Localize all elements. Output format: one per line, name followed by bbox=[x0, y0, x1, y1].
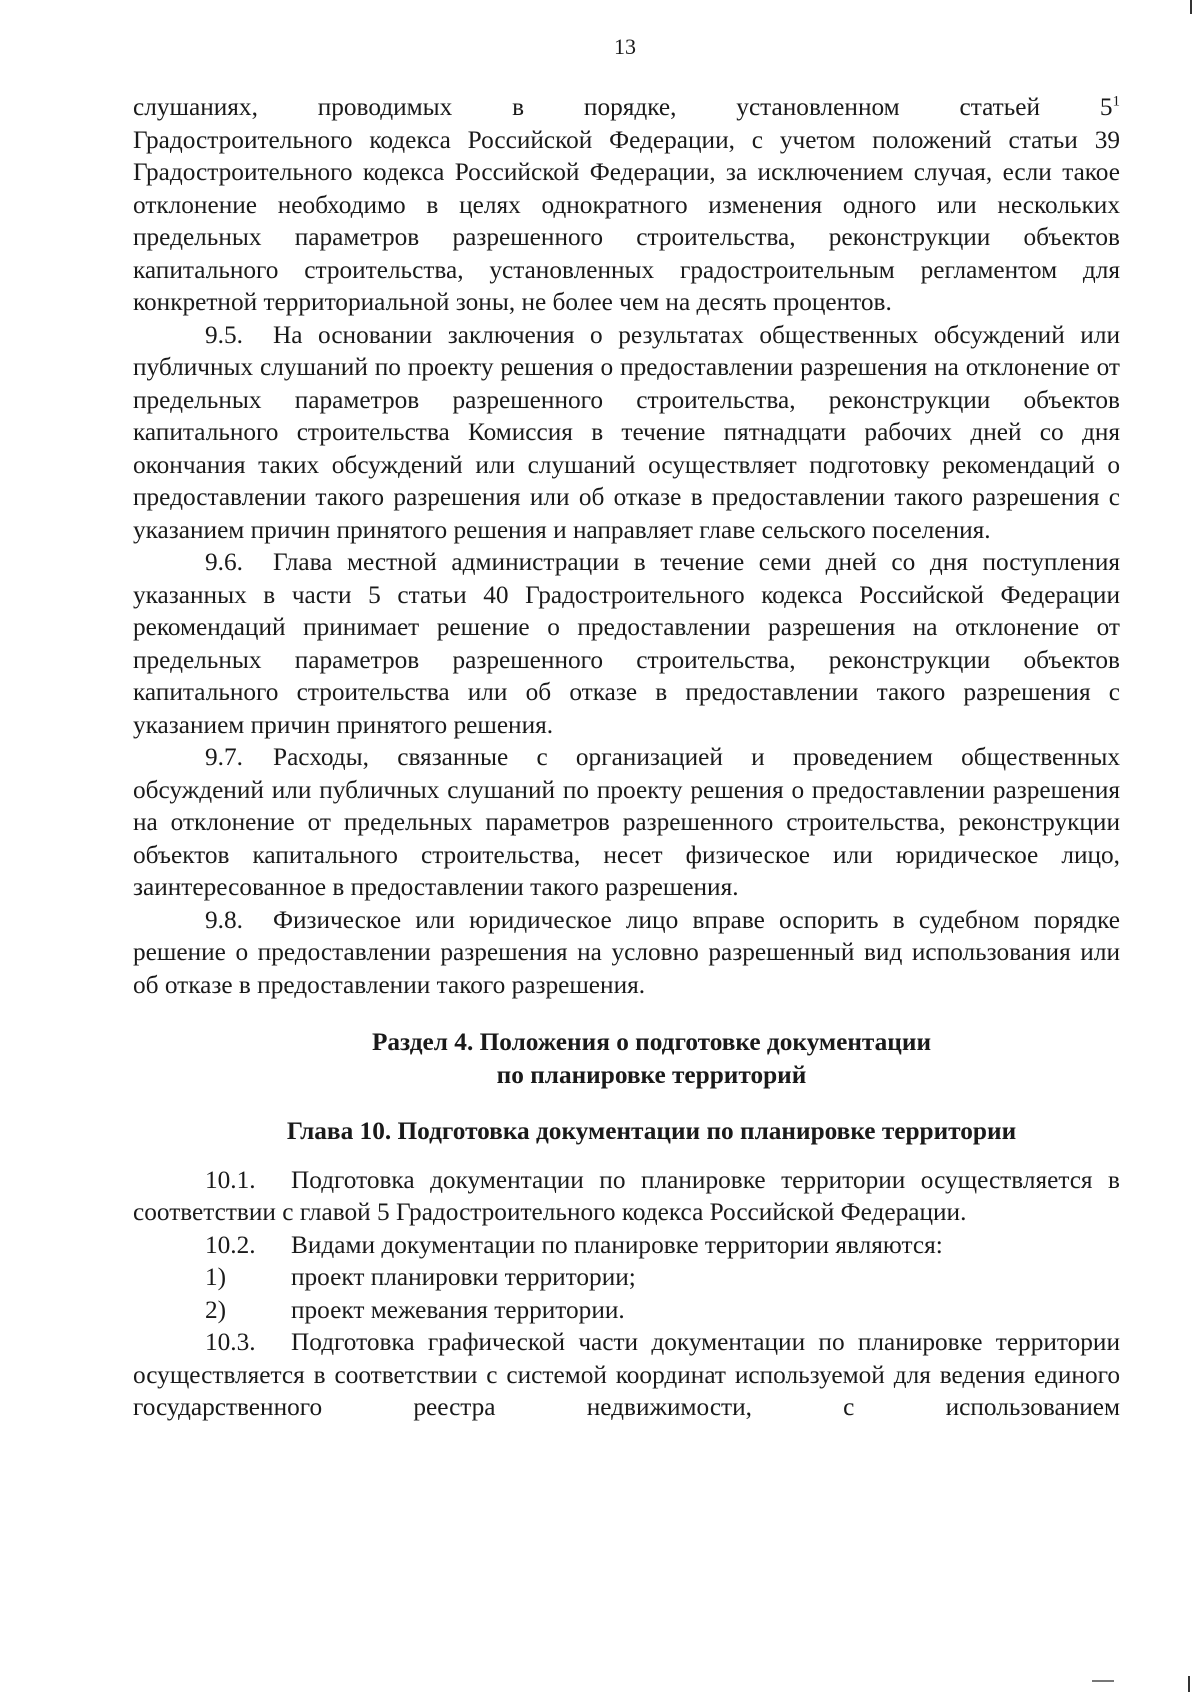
clause-text: Подготовка документации по планировке территории осуществляется в соответствии с главой 5 Градостроительного кодекса Российской Федерации. bbox=[133, 1165, 1120, 1226]
clause-number: 10.3. bbox=[205, 1328, 256, 1356]
clause-number: 9.8. bbox=[205, 905, 243, 934]
clause-text: Подготовка графической части документации по планировке территории осуществляется в соответствии с системой координат используемой для ведения единого государственного реестра недвижимости, с использованием bbox=[133, 1328, 1120, 1421]
paragraph-9-8 bbox=[133, 904, 1120, 1002]
list-text: проект межевания территории. bbox=[291, 1295, 625, 1324]
clause-number: 10.1. bbox=[205, 1165, 256, 1194]
paragraph-continuation bbox=[133, 91, 1120, 124]
clause-text: Видами документации по планировке территории являются: bbox=[291, 1230, 943, 1259]
clause-text: Расходы, связанные с организацией и проведением общественных обсуждений или публичных слушаний по проекту решения о предоставлении разрешения на отклонение от предельных параметров разрешенного строительства, реконструкции объектов капитального строительства, несет физическое или юридическое лицо, заинтересованное в предоставлении такого разрешения. bbox=[133, 743, 1120, 901]
page-number: 13 bbox=[614, 34, 636, 59]
clause-text: Физическое или юридическое лицо вправе оспорить в судебном порядке решение о предоставлении разрешения на условно разрешенный вид использования или об отказе в предоставлении такого разрешения. bbox=[133, 905, 1120, 999]
document-body bbox=[133, 91, 1120, 1424]
list-text: проект планировки территории; bbox=[291, 1263, 636, 1291]
scan-edge-mark bbox=[1092, 1680, 1114, 1682]
clause-number: 9.7. bbox=[205, 743, 243, 771]
list-marker: 1) bbox=[205, 1263, 227, 1291]
list-item bbox=[133, 1261, 1120, 1294]
clause-number: 9.5. bbox=[205, 320, 243, 349]
section-heading-line1: Раздел 4. Положения о подготовке документации bbox=[371, 1028, 932, 1056]
list-item bbox=[133, 1294, 1120, 1327]
paragraph-continuation-line1: слушаниях, проводимых в порядке, установленном статьей 5 bbox=[133, 93, 1113, 121]
clause-text: На основании заключения о результатах общественных обсуждений или публичных слушаний по проекту решения о предоставлении разрешения на отклонение от предельных параметров разрешенного строительства, реконструкции объектов капитального строительства Комиссия в течение пятнадцати рабочих дней со дня окончания таких обсуждений или слушаний осуществляет подготовку рекомендаций о предоставлении такого разрешения или об отказе в предоставлении такого разрешения с указанием причин принятого решения и направляет главе сельского поселения. bbox=[133, 320, 1120, 544]
clause-text: Глава местной администрации в течение семи дней со дня поступления указанных в части 5 статьи 40 Градостроительного кодекса Российской Федерации рекомендаций принимает решение о предоставлении разрешения на отклонение от предельных параметров разрешенного строительства, реконструкции объектов капитального строительства или об отказе в предоставлении такого разрешения с указанием причин принятого решения. bbox=[133, 548, 1120, 739]
paragraph-10-2 bbox=[133, 1229, 1120, 1262]
scan-edge-mark bbox=[1190, 0, 1192, 14]
paragraph-9-6 bbox=[133, 546, 1120, 741]
paragraph-10-3 bbox=[133, 1326, 1120, 1424]
clause-number: 10.2. bbox=[205, 1230, 256, 1259]
clause-number: 9.6. bbox=[205, 548, 243, 576]
paragraph-10-1 bbox=[133, 1164, 1120, 1229]
list-marker: 2) bbox=[205, 1295, 227, 1324]
section-heading-line2: по планировке территорий bbox=[496, 1060, 807, 1089]
scan-edge-mark bbox=[1188, 1676, 1190, 1692]
section-heading bbox=[133, 1026, 1120, 1091]
paragraph-9-7 bbox=[133, 741, 1120, 904]
chapter-heading: Глава 10. Подготовка документации по планировке территории bbox=[286, 1117, 1017, 1145]
paragraph-continuation-rest: Градостроительного кодекса Российской Федерации, с учетом положений статьи 39 Градостроительного кодекса Российской Федерации, за исключением случая, если такое отклонение необходимо в целях однократного изменения одного или нескольких предельных параметров разрешенного строительства, реконструкции объектов капитального строительства, установленных градостроительным регламентом для конкретной территориальной зоны, не более чем на десять процентов. bbox=[133, 125, 1120, 316]
paragraph-9-5 bbox=[133, 319, 1120, 547]
superscript-footnote: 1 bbox=[1112, 93, 1120, 110]
